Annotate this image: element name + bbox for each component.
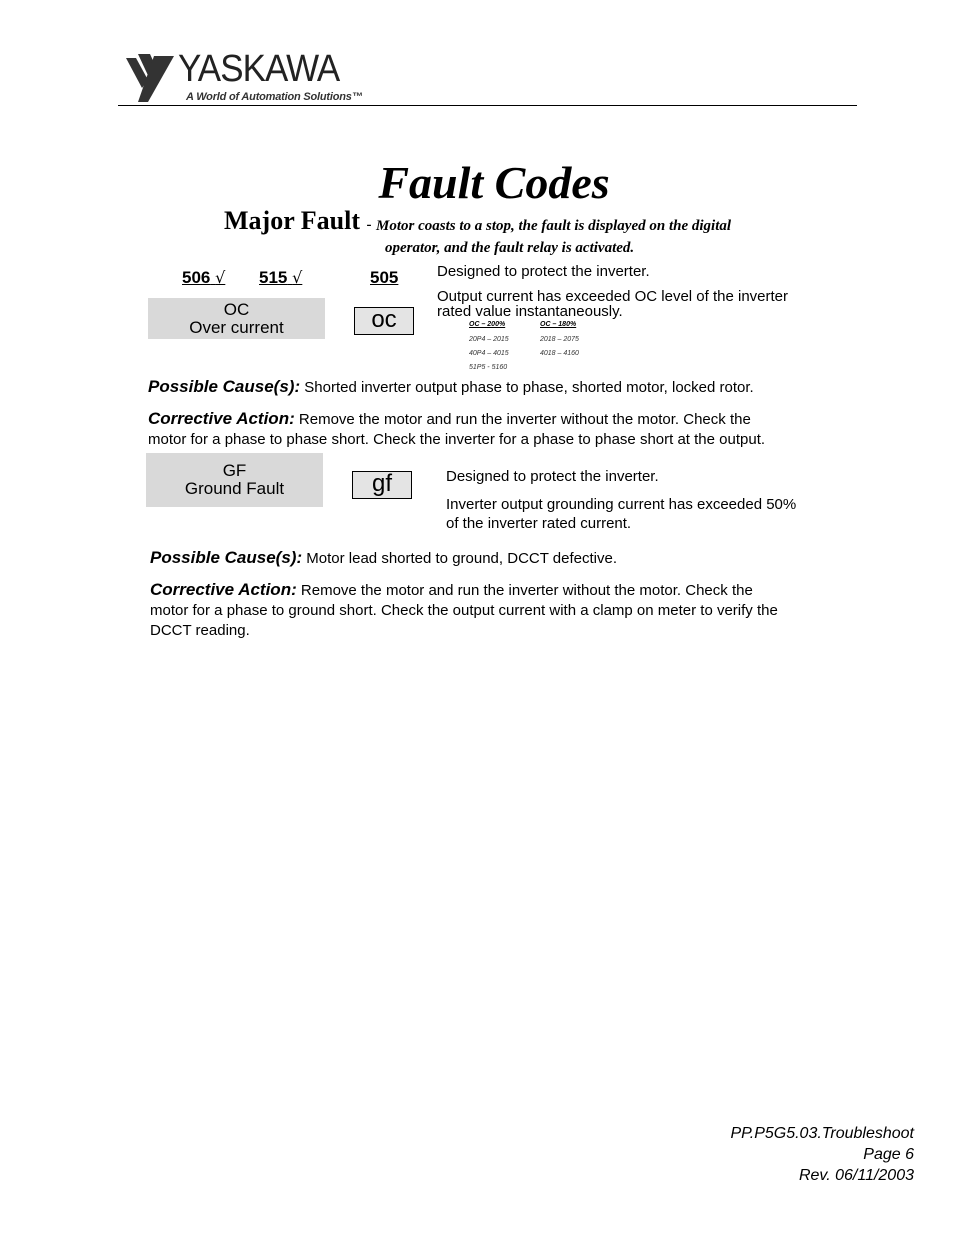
oc-table-cell: 20P4 – 2015 bbox=[469, 336, 509, 343]
gf-corrective-action bbox=[150, 580, 850, 641]
gf-possible-causes bbox=[150, 548, 850, 569]
gf-action-line1: Remove the motor and run the inverter without the motor. Check the bbox=[296, 582, 753, 599]
oc-table-header-200: OC – 200% bbox=[469, 321, 506, 328]
gf-cause-label: Possible Cause(s): bbox=[150, 548, 303, 567]
gf-action-label: Corrective Action: bbox=[150, 580, 297, 599]
oc-cause-text: Shorted inverter output phase to phase, shorted motor, locked rotor. bbox=[300, 379, 754, 396]
oc-description-1: Designed to protect the inverter. bbox=[437, 263, 650, 280]
gf-description-1: Designed to protect the inverter. bbox=[446, 468, 659, 485]
logo-wordmark: YASKAWA bbox=[178, 48, 340, 90]
gf-action-line3: DCCT reading. bbox=[150, 622, 250, 639]
oc-table-header-180: OC – 180% bbox=[540, 321, 577, 328]
oc-corrective-action bbox=[148, 409, 848, 450]
major-fault-description-line2: operator, and the fault relay is activated. bbox=[385, 240, 635, 256]
oc-description-2-line1: Output current has exceeded OC level of the inverter bbox=[437, 288, 789, 305]
major-fault-label bbox=[224, 206, 372, 236]
oc-cause-label: Possible Cause(s): bbox=[148, 377, 301, 396]
model-515 bbox=[259, 268, 302, 288]
footer-revision: Rev. 06/11/2003 bbox=[798, 1167, 914, 1184]
oc-description-2-line2: rated value instantaneously. bbox=[437, 303, 623, 320]
oc-action-label: Corrective Action: bbox=[148, 409, 295, 428]
gf-description-2-line1: Inverter output grounding current has exceeded 50% bbox=[446, 496, 797, 513]
page-title: Fault Codes bbox=[378, 157, 610, 208]
oc-action-line2: motor for a phase to phase short. Check the inverter for a phase to phase short at the output. bbox=[148, 431, 766, 448]
gf-action-line2: motor for a phase to ground short. Check the output current with a clamp on meter to verify the bbox=[150, 602, 778, 619]
gf-fault-code-name: GF bbox=[222, 461, 247, 480]
major-fault-description-line1: Motor coasts to a stop, the fault is displayed on the digital bbox=[376, 218, 732, 234]
logo-tagline: A World of Automation Solutions™ bbox=[186, 91, 363, 103]
gf-display-code: gf bbox=[352, 471, 412, 499]
yaskawa-logo-icon bbox=[126, 54, 178, 107]
header-divider bbox=[118, 105, 857, 106]
checkmark-icon: √ bbox=[292, 268, 303, 287]
gf-description-2-line2: of the inverter rated current. bbox=[446, 515, 632, 532]
oc-table-cell: 51P5 - 5160 bbox=[469, 364, 508, 371]
oc-table-cell: 2018 – 2075 bbox=[540, 336, 579, 343]
model-505: 505 bbox=[370, 268, 399, 287]
model-506 bbox=[182, 268, 225, 288]
gf-fault-box bbox=[146, 453, 323, 507]
checkmark-icon: √ bbox=[215, 268, 226, 287]
oc-display-code: oc bbox=[354, 307, 414, 335]
oc-action-line1: Remove the motor and run the inverter without the motor. Check the bbox=[294, 411, 751, 428]
footer-doc-id: PP.P5G5.03.Troubleshoot bbox=[730, 1125, 914, 1142]
oc-fault-box bbox=[148, 298, 325, 339]
oc-fault-code-name: OC bbox=[223, 299, 250, 319]
major-fault-dash: - bbox=[366, 217, 372, 233]
major-fault-label-text: Major Fault bbox=[224, 206, 360, 235]
footer-page-number: Page 6 bbox=[863, 1146, 914, 1163]
gf-fault-full-name: Ground Fault bbox=[184, 479, 285, 498]
page-footer bbox=[730, 1123, 914, 1186]
oc-table-cell: 4018 – 4160 bbox=[540, 350, 579, 357]
oc-table-cell: 40P4 – 4015 bbox=[469, 350, 509, 357]
model-506-number: 506 bbox=[182, 268, 211, 287]
oc-fault-full-name: Over current bbox=[189, 317, 284, 337]
gf-cause-text: Motor lead shorted to ground, DCCT defective. bbox=[302, 550, 617, 567]
oc-possible-causes bbox=[148, 377, 848, 398]
model-515-number: 515 bbox=[259, 268, 288, 287]
